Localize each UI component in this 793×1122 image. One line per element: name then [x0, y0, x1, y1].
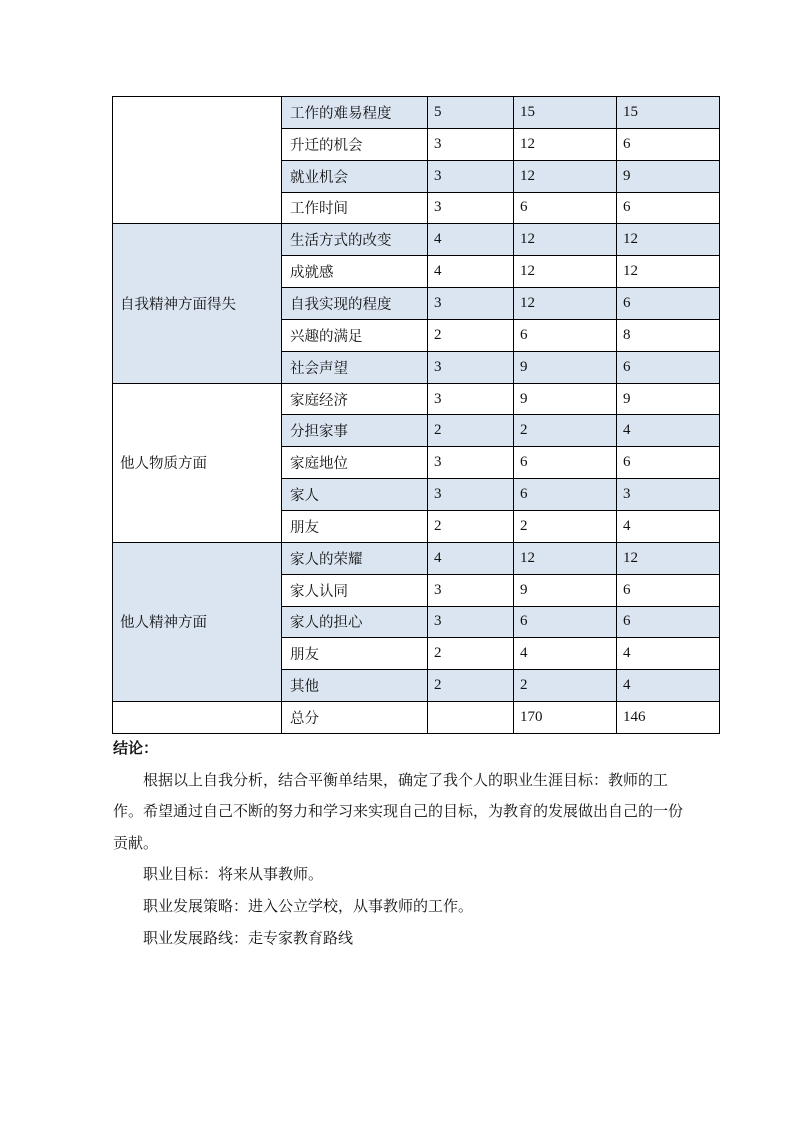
item-cell: 家人的荣耀 — [282, 542, 428, 574]
total-score-b-cell: 146 — [617, 702, 720, 734]
score-a-cell: 9 — [514, 574, 617, 606]
score-b-cell: 6 — [617, 192, 720, 224]
score-b-cell: 12 — [617, 256, 720, 288]
score-a-cell: 12 — [514, 128, 617, 160]
score-b-cell: 4 — [617, 510, 720, 542]
score-a-cell: 9 — [514, 351, 617, 383]
item-cell: 升迁的机会 — [282, 128, 428, 160]
group-label-cell: 他人精神方面 — [113, 542, 282, 701]
score-a-cell: 12 — [514, 256, 617, 288]
career-goal: 职业目标：将来从事教师。 — [143, 865, 324, 884]
conclusion-section — [113, 733, 683, 954]
score-b-cell: 4 — [617, 670, 720, 702]
item-cell: 家庭经济 — [282, 383, 428, 415]
weight-cell: 2 — [428, 415, 514, 447]
table-row — [113, 97, 720, 129]
score-a-cell: 15 — [514, 97, 617, 129]
weight-cell: 3 — [428, 160, 514, 192]
score-b-cell: 6 — [617, 351, 720, 383]
score-b-cell: 6 — [617, 574, 720, 606]
item-cell: 家人的担心 — [282, 606, 428, 638]
score-b-cell: 6 — [617, 288, 720, 320]
score-a-cell: 12 — [514, 160, 617, 192]
group-label-cell — [113, 97, 282, 224]
score-a-cell: 12 — [514, 288, 617, 320]
score-a-cell: 12 — [514, 542, 617, 574]
table-row — [113, 224, 720, 256]
group-label-cell: 他人物质方面 — [113, 383, 282, 542]
item-cell: 工作时间 — [282, 192, 428, 224]
score-b-cell: 3 — [617, 479, 720, 511]
score-a-cell: 2 — [514, 510, 617, 542]
score-a-cell: 6 — [514, 479, 617, 511]
weight-cell: 3 — [428, 288, 514, 320]
conclusion-heading: 结论： — [113, 739, 159, 757]
score-a-cell: 9 — [514, 383, 617, 415]
item-cell: 家人 — [282, 479, 428, 511]
score-b-cell: 12 — [617, 542, 720, 574]
score-b-cell: 9 — [617, 160, 720, 192]
weight-cell: 3 — [428, 447, 514, 479]
weight-cell: 4 — [428, 256, 514, 288]
conclusion-paragraph: 根据以上自我分析，结合平衡单结果，确定了我个人的职业生涯目标：教师的工作。希望通过自己不断的努力和学习来实现自己的目标，为教育的发展做出自己的一份贡献。 — [113, 770, 684, 852]
score-a-cell: 2 — [514, 670, 617, 702]
weight-cell: 3 — [428, 192, 514, 224]
item-cell: 分担家事 — [282, 415, 428, 447]
item-cell: 家人认同 — [282, 574, 428, 606]
balance-sheet-table — [112, 96, 720, 734]
item-cell: 成就感 — [282, 256, 428, 288]
group-label-cell: 自我精神方面得失 — [113, 224, 282, 383]
item-cell: 自我实现的程度 — [282, 288, 428, 320]
score-b-cell: 15 — [617, 97, 720, 129]
score-a-cell: 6 — [514, 319, 617, 351]
item-cell: 就业机会 — [282, 160, 428, 192]
total-score-a-cell: 170 — [514, 702, 617, 734]
score-b-cell: 12 — [617, 224, 720, 256]
career-route: 职业发展路线：走专家教育路线 — [143, 928, 354, 947]
item-cell: 其他 — [282, 670, 428, 702]
score-b-cell: 6 — [617, 447, 720, 479]
weight-cell: 3 — [428, 383, 514, 415]
score-a-cell: 2 — [514, 415, 617, 447]
score-b-cell: 6 — [617, 128, 720, 160]
weight-cell: 3 — [428, 128, 514, 160]
career-strategy: 职业发展策略：进入公立学校，从事教师的工作。 — [143, 896, 474, 915]
score-a-cell: 6 — [514, 192, 617, 224]
score-a-cell: 6 — [514, 447, 617, 479]
score-a-cell: 4 — [514, 638, 617, 670]
total-weight-cell — [428, 702, 514, 734]
weight-cell: 2 — [428, 670, 514, 702]
weight-cell: 3 — [428, 351, 514, 383]
score-a-cell: 6 — [514, 606, 617, 638]
weight-cell: 5 — [428, 97, 514, 129]
item-cell: 生活方式的改变 — [282, 224, 428, 256]
weight-cell: 2 — [428, 638, 514, 670]
total-label-cell: 总分 — [282, 702, 428, 734]
table-row — [113, 383, 720, 415]
weight-cell: 4 — [428, 224, 514, 256]
table-row — [113, 542, 720, 574]
weight-cell: 2 — [428, 319, 514, 351]
score-b-cell: 6 — [617, 606, 720, 638]
weight-cell: 2 — [428, 510, 514, 542]
weight-cell: 3 — [428, 574, 514, 606]
weight-cell: 3 — [428, 606, 514, 638]
item-cell: 家庭地位 — [282, 447, 428, 479]
score-b-cell: 8 — [617, 319, 720, 351]
item-cell: 工作的难易程度 — [282, 97, 428, 129]
score-a-cell: 12 — [514, 224, 617, 256]
weight-cell: 3 — [428, 479, 514, 511]
weight-cell: 4 — [428, 542, 514, 574]
item-cell: 朋友 — [282, 638, 428, 670]
total-row — [113, 702, 720, 734]
score-b-cell: 4 — [617, 638, 720, 670]
score-b-cell: 9 — [617, 383, 720, 415]
item-cell: 兴趣的满足 — [282, 319, 428, 351]
item-cell: 朋友 — [282, 510, 428, 542]
item-cell: 社会声望 — [282, 351, 428, 383]
empty-cell — [113, 702, 282, 734]
score-b-cell: 4 — [617, 415, 720, 447]
